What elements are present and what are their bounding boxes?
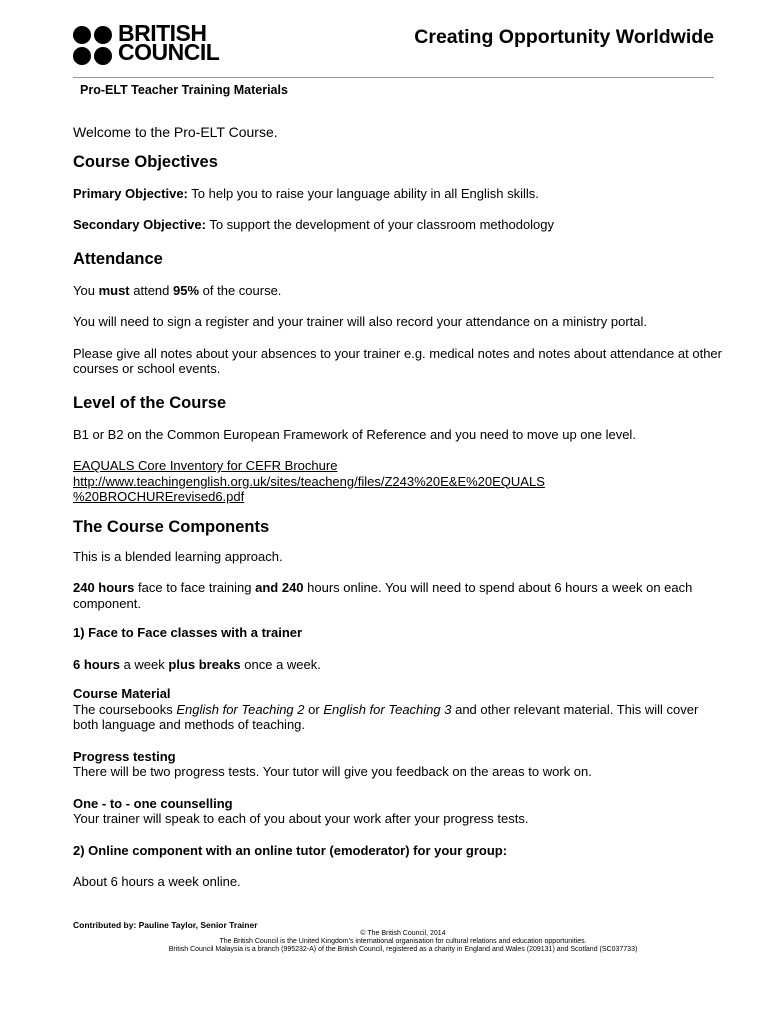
document-body [73,125,723,890]
secondary-objective: Secondary Objective: To support the development of your classroom methodology [73,217,555,232]
attendance-register: You will need to sign a register and your trainer will also record your attendance on a ministry portal. [73,314,647,329]
face-to-face-hours: 6 hours a week plus breaks once a week. [73,656,321,672]
face-to-face-heading: 1) Face to Face classes with a trainer [73,625,303,640]
counselling-text: Your trainer will speak to each of you about your work after your progress tests. [73,811,529,826]
page-footer [73,921,713,954]
attendance-absences: Please give all notes about your absences to your trainer e.g. medical notes and notes about attendance at other courses or school events. [73,345,722,376]
counselling-heading: One - to - one counselling [73,795,233,811]
eaquals-link[interactable]: EAQUALS Core Inventory for CEFR Brochure http://www.teachingenglish.org.uk/sites/teacheng/files/Z243%20E&E%20EQUALS %20BROCHURErevised6.pdf [73,458,545,504]
blended-text: This is a blended learning approach. [73,548,283,564]
british-council-logo [73,20,220,65]
attendance-requirement: You must attend 95% of the course. [73,282,282,298]
header-divider [73,77,714,78]
tagline: Creating Opportunity Worldwide [414,26,714,48]
progress-testing-text: There will be two progress tests. Your tutor will give you feedback on the areas to work on. [73,764,592,779]
level-description: B1 or B2 on the Common European Framework of Reference and you need to move up one level. [73,426,636,442]
heading-attendance: Attendance [73,249,163,268]
online-component-text: About 6 hours a week online. [73,874,241,889]
online-component-heading: 2) Online component with an online tutor (emoderator) for your group: [73,842,508,858]
course-material-heading: Course Material [73,686,171,701]
hours-text: 240 hours face to face training and 240 hours online. You will need to spend about 6 hours a week on each component. [73,580,693,611]
heading-course-objectives: Course Objectives [73,152,218,171]
logo-dots-icon [73,26,112,65]
document-subtitle: Pro-ELT Teacher Training Materials [80,83,288,97]
heading-components: The Course Components [73,517,270,536]
logo-wordmark: BRITISH COUNCIL [118,20,220,65]
welcome-text: Welcome to the Pro-ELT Course. [73,124,278,140]
primary-objective: Primary Objective: To help you to raise your language ability in all English skills. [73,185,539,201]
copyright-notice: © The British Council, 2014 The British Council is the United Kingdom's international organisation for cultural relations and education opportunities. British Council Malaysia is a branch (995232-A) of the British Council, registered as a charity in England and Wales (209131) and Scotland (SC037733) [168,930,638,953]
progress-testing-heading: Progress testing [73,748,176,764]
course-material-text: The coursebooks English for Teaching 2 or English for Teaching 3 and other relevant material. This will cover both language and methods of teaching. [73,701,699,732]
contributor-credit: Contributed by: Pauline Taylor, Senior Trainer [73,920,258,930]
heading-level: Level of the Course [73,393,227,412]
